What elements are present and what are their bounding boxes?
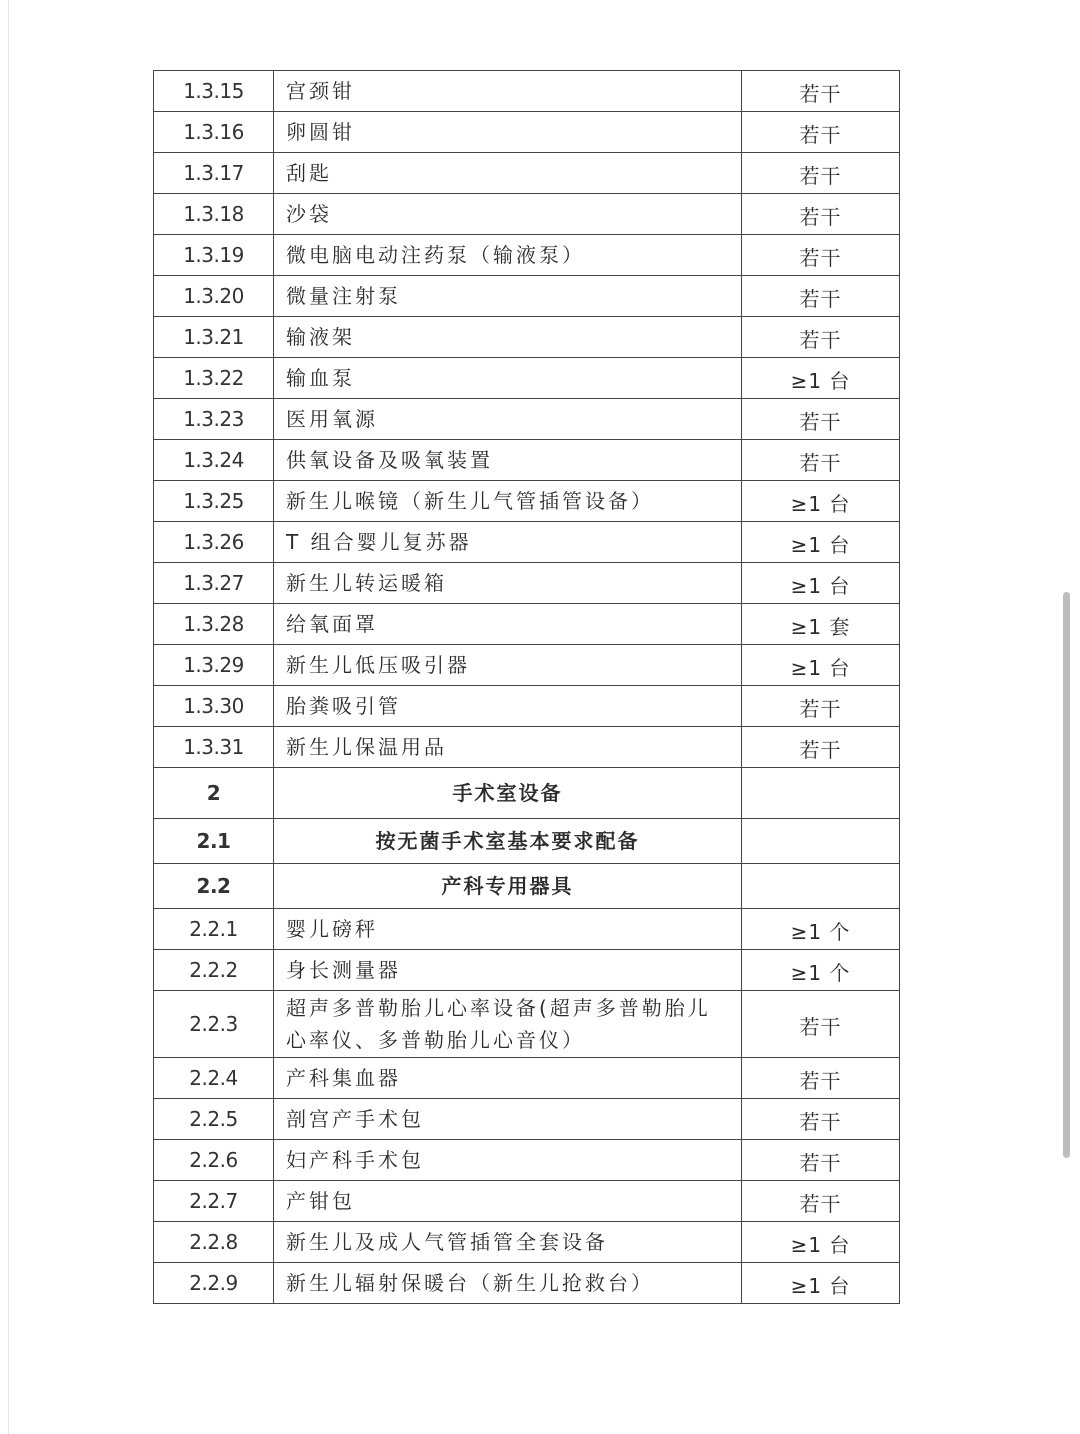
table-row — [154, 481, 900, 522]
item-name: 新生儿及成人气管插管全套设备 — [274, 1222, 742, 1263]
table-row — [154, 645, 900, 686]
item-number: 1.3.23 — [154, 399, 274, 440]
table-row — [154, 1222, 900, 1263]
section-title: 产科专用器具 — [274, 864, 742, 909]
item-name: 超声多普勒胎儿心率设备(超声多普勒胎儿心率仪、多普勒胎儿心音仪） — [274, 991, 742, 1058]
item-number: 1.3.18 — [154, 194, 274, 235]
item-quantity: 若干 — [742, 153, 900, 194]
section-title: 按无菌手术室基本要求配备 — [274, 819, 742, 864]
item-quantity: 若干 — [742, 235, 900, 276]
table-row — [154, 522, 900, 563]
table-row — [154, 399, 900, 440]
item-number: 1.3.20 — [154, 276, 274, 317]
item-quantity: 若干 — [742, 276, 900, 317]
table-row — [154, 1263, 900, 1304]
table-row — [154, 194, 900, 235]
item-quantity: 若干 — [742, 317, 900, 358]
item-number: 1.3.25 — [154, 481, 274, 522]
item-name: T 组合婴儿复苏器 — [274, 522, 742, 563]
table-row — [154, 604, 900, 645]
item-name: 卵圆钳 — [274, 112, 742, 153]
item-number: 1.3.28 — [154, 604, 274, 645]
item-number: 1.3.26 — [154, 522, 274, 563]
item-name: 婴儿磅秤 — [274, 909, 742, 950]
item-quantity: ≥1 套 — [742, 604, 900, 645]
section-quantity — [742, 864, 900, 909]
item-number: 2.2.1 — [154, 909, 274, 950]
item-name: 胎粪吸引管 — [274, 686, 742, 727]
item-quantity: 若干 — [742, 112, 900, 153]
item-number: 1.3.31 — [154, 727, 274, 768]
table-row — [154, 1181, 900, 1222]
item-name: 剖宫产手术包 — [274, 1099, 742, 1140]
item-number: 1.3.21 — [154, 317, 274, 358]
item-quantity: 若干 — [742, 727, 900, 768]
item-number: 2.2.2 — [154, 950, 274, 991]
table-row — [154, 563, 900, 604]
item-name: 供氧设备及吸氧装置 — [274, 440, 742, 481]
section-number: 2 — [154, 768, 274, 819]
item-quantity: ≥1 台 — [742, 358, 900, 399]
table-row — [154, 1140, 900, 1181]
item-quantity: 若干 — [742, 71, 900, 112]
item-name: 新生儿喉镜（新生儿气管插管设备） — [274, 481, 742, 522]
item-number: 1.3.29 — [154, 645, 274, 686]
section-row — [154, 819, 900, 864]
table-row — [154, 235, 900, 276]
table-row — [154, 991, 900, 1058]
item-number: 2.2.7 — [154, 1181, 274, 1222]
item-name: 刮匙 — [274, 153, 742, 194]
item-number: 2.2.6 — [154, 1140, 274, 1181]
table-row — [154, 358, 900, 399]
item-name: 微电脑电动注药泵（输液泵） — [274, 235, 742, 276]
equipment-table-body — [154, 71, 900, 1304]
table-row — [154, 909, 900, 950]
item-number: 1.3.30 — [154, 686, 274, 727]
table-row — [154, 440, 900, 481]
item-quantity: ≥1 台 — [742, 522, 900, 563]
table-row — [154, 276, 900, 317]
page-left-edge — [8, 0, 9, 1434]
item-name: 产科集血器 — [274, 1058, 742, 1099]
section-quantity — [742, 768, 900, 819]
item-number: 1.3.27 — [154, 563, 274, 604]
item-name: 身长测量器 — [274, 950, 742, 991]
item-name: 新生儿辐射保暖台（新生儿抢救台） — [274, 1263, 742, 1304]
item-quantity: 若干 — [742, 1099, 900, 1140]
item-number: 1.3.15 — [154, 71, 274, 112]
item-quantity: 若干 — [742, 991, 900, 1058]
item-name: 给氧面罩 — [274, 604, 742, 645]
item-number: 2.2.3 — [154, 991, 274, 1058]
item-number: 1.3.16 — [154, 112, 274, 153]
item-quantity: 若干 — [742, 1181, 900, 1222]
item-name: 医用氧源 — [274, 399, 742, 440]
item-quantity: ≥1 个 — [742, 950, 900, 991]
item-name: 新生儿低压吸引器 — [274, 645, 742, 686]
table-row — [154, 1099, 900, 1140]
item-quantity: 若干 — [742, 1058, 900, 1099]
item-name: 微量注射泵 — [274, 276, 742, 317]
item-number: 1.3.22 — [154, 358, 274, 399]
table-row — [154, 686, 900, 727]
item-quantity: ≥1 台 — [742, 1222, 900, 1263]
item-quantity: 若干 — [742, 686, 900, 727]
section-quantity — [742, 819, 900, 864]
section-title: 手术室设备 — [274, 768, 742, 819]
table-row — [154, 1058, 900, 1099]
table-row — [154, 153, 900, 194]
item-quantity: ≥1 台 — [742, 481, 900, 522]
item-quantity: 若干 — [742, 194, 900, 235]
item-name: 输液架 — [274, 317, 742, 358]
item-name: 妇产科手术包 — [274, 1140, 742, 1181]
item-number: 2.2.9 — [154, 1263, 274, 1304]
table-row — [154, 950, 900, 991]
table-row — [154, 317, 900, 358]
item-quantity: 若干 — [742, 1140, 900, 1181]
item-quantity: ≥1 台 — [742, 1263, 900, 1304]
item-name: 输血泵 — [274, 358, 742, 399]
item-number: 2.2.4 — [154, 1058, 274, 1099]
item-name: 新生儿保温用品 — [274, 727, 742, 768]
section-number: 2.2 — [154, 864, 274, 909]
item-quantity: ≥1 个 — [742, 909, 900, 950]
item-name: 宫颈钳 — [274, 71, 742, 112]
section-number: 2.1 — [154, 819, 274, 864]
section-row — [154, 768, 900, 819]
equipment-table — [153, 70, 900, 1304]
table-row — [154, 727, 900, 768]
item-name: 新生儿转运暖箱 — [274, 563, 742, 604]
item-quantity: ≥1 台 — [742, 645, 900, 686]
item-number: 1.3.19 — [154, 235, 274, 276]
table-row — [154, 112, 900, 153]
item-quantity: 若干 — [742, 399, 900, 440]
item-number: 1.3.24 — [154, 440, 274, 481]
item-name: 沙袋 — [274, 194, 742, 235]
item-number: 2.2.5 — [154, 1099, 274, 1140]
item-quantity: 若干 — [742, 440, 900, 481]
item-name: 产钳包 — [274, 1181, 742, 1222]
section-row — [154, 864, 900, 909]
table-row — [154, 71, 900, 112]
vertical-scrollbar-thumb[interactable] — [1063, 592, 1070, 1158]
item-number: 1.3.17 — [154, 153, 274, 194]
item-quantity: ≥1 台 — [742, 563, 900, 604]
item-number: 2.2.8 — [154, 1222, 274, 1263]
